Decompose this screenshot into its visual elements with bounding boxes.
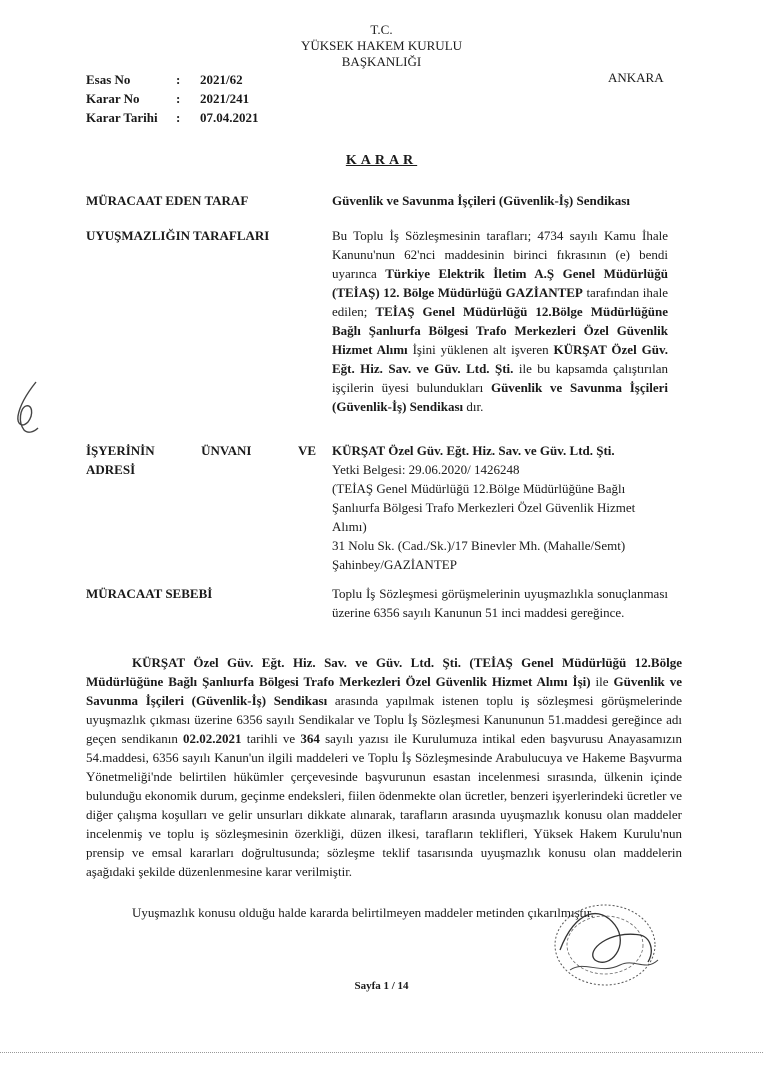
parties-label: UYUŞMAZLIĞIN TARAFLARI [86,228,270,243]
body-paragraph-2: Uyuşmazlık konusu olduğu halde kararda belirtilmeyen maddeler metinden çıkarılmıştır. [132,905,594,920]
reason-value: Toplu İş Sözleşmesi görüşmelerinin uyuşmazlıkla sonuçlanması üzerine 6356 sayılı Kanunun 51 inci maddesi gereğince. [332,586,668,620]
meta-value: 2021/241 [200,91,250,106]
meta-key: Karar No [86,91,140,106]
case-meta [86,70,259,127]
parties-value: Bu Toplu İş Sözleşmesinin tarafları; 4734 sayılı Kamu İhale Kanunu'nun 62'nci maddesinin birinci fıkrasının (e) bendi uyarınca Türkiye Elektrik İletim A.Ş Genel Müdürlüğü (TEİAŞ) 12. Bölge Müdürlüğü GAZİANTEP tarafından ihale edilen; TEİAŞ Genel Müdürlüğü 12.Bölge Müdürlüğüne Bağlı Şanlıurfa Bölgesi Trafo Merkezleri Özel Güvenlik Hizmet Alımı İşini yüklenen alt işveren KÜRŞAT Özel Güv. Eğt. Hiz. Sav. ve Güv. Ltd. Şti. ile bu kapsamda çalıştırılan işçilerin üyesi bulundukları Güvenlik ve Savunma İşçileri (Güvenlik-İş) Sendikası dır. [332,228,669,414]
workplace-address-2: Şahinbey/GAZİANTEP [332,557,457,572]
meta-key: Karar Tarihi [86,110,158,125]
header-baskanlik: BAŞKANLIĞI [341,54,422,69]
meta-row-esas: Esas No : 2021/62 [86,72,243,87]
body-paragraph-1: KÜRŞAT Özel Güv. Eğt. Hiz. Sav. ve Güv. Ltd. Şti. (TEİAŞ Genel Müdürlüğü 12.Bölge Müdürlüğüne Bağlı Şanlıurfa Bölgesi Trafo Merkezleri Özel Güvenlik Hizmet Alımı İşi) ile Güvenlik ve Savunma İşçileri (Güvenlik-İş) Sendikası arasında yapılmak istenen toplu iş sözleşmesi görüşmelerinde uyuşmazlık çıkması üzerine 6356 sayılı Sendikalar ve Toplu İş Sözleşmesi Kanununun 51.maddesi gereğince adı geçen sendikanın 02.02.2021 tarihli ve 364 sayılı yazısı ile Kurulumuza intikal eden başvurusu Anayasamızın 54.maddesi, 6356 sayılı Kanun'un ilgili maddeleri ve Toplu İş Sözleşmesinde Arabulucuya ve Hakeme Başvurma Yönetmeliği'nde belirtilen hükümler çerçevesinde başvurunun esastan incelenmesi sırasında, ülkenin içinde bulunduğu ekonomik durum, geçinme endeksleri, fiilen ödenmekte olan ücretler, benzeri işyerlerindeki ücretler ve diğer çalışma koşulları ve gelir unsurları dikkate alınarak, tarafların arasında uyuşmazlık konusu olan maddeler incelenmiş ve toplu iş sözleşmesinin özerkliği, düzen ilkesi, tarafların teklifleri, Yüksek Hakem Kurulu'nun prensip ve emsal kararları doğrultusunda; sözleşme teklif tasarısında uyuşmazlık konusu olan maddelerin aşağıdaki şekilde düzenlenmesine karar verilmiştir. [86,655,683,879]
meta-row-karar: Karar No : 2021/241 [86,91,250,106]
header-tc: T.C. [370,22,393,37]
workplace-service: (TEİAŞ Genel Müdürlüğü 12.Bölge Müdürlüğüne Bağlı Şanlıurfa Bölgesi Trafo Merkezleri Özel Güvenlik Hizmet Alımı) [332,481,636,534]
page-number: Sayfa 1 / 14 [354,980,409,992]
applicant-value: Güvenlik ve Savunma İşçileri (Güvenlik-İş) Sendikası [332,193,630,208]
meta-value: 2021/62 [200,72,243,87]
meta-row-tarih: Karar Tarihi : 07.04.2021 [86,110,259,125]
workplace-label: İŞYERİNİN ÜNVANI VE ADRESİ [86,443,316,477]
handwritten-initial-mark [8,378,48,438]
workplace-value [332,441,668,574]
meta-key: Esas No [86,72,131,87]
applicant-label: MÜRACAAT EDEN TARAF [86,193,249,208]
document-title: KARAR [345,153,418,168]
reason-label: MÜRACAAT SEBEBİ [86,586,213,601]
city-label: ANKARA [608,70,664,85]
workplace-license: Yetki Belgesi: 29.06.2020/ 1426248 [332,462,520,477]
header-institution: YÜKSEK HAKEM KURULU [300,38,463,53]
bottom-divider [0,1052,763,1053]
meta-value: 07.04.2021 [200,110,259,125]
workplace-address-1: 31 Nolu Sk. (Cad./Sk.)/17 Binevler Mh. (Mahalle/Semt) [332,538,626,553]
workplace-name: KÜRŞAT Özel Güv. Eğt. Hiz. Sav. ve Güv. Ltd. Şti. [332,443,615,458]
